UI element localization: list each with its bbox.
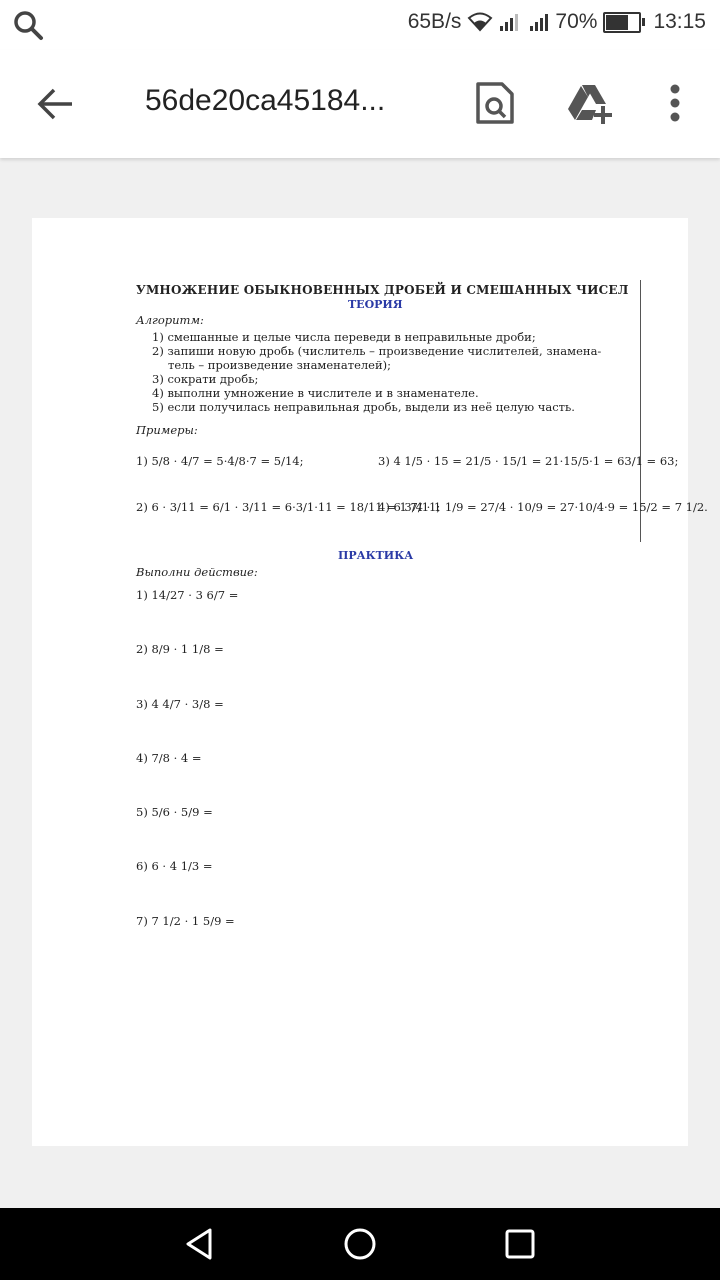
net-speed: 65B/s — [407, 10, 462, 33]
more-options-icon[interactable] — [655, 80, 695, 126]
wifi-icon — [467, 12, 493, 32]
exercise-item: 3) 4 4/7 · 3/8 = — [136, 697, 224, 711]
battery-icon — [603, 12, 641, 33]
navigation-bar — [0, 1208, 720, 1280]
document-page[interactable] — [32, 218, 708, 1146]
algorithm-step: 5) если получилась неправильная дробь, выдели из неё целую часть. — [152, 400, 575, 414]
document-title: 56de20ca45184... — [145, 84, 386, 117]
signal-icon-1 — [499, 12, 523, 32]
exercise-item: 4) 7/8 · 4 = — [136, 751, 202, 765]
task-label: Выполни действие: — [136, 565, 258, 579]
signal-icon-2 — [529, 12, 553, 32]
battery-percent: 70% — [555, 10, 598, 33]
algorithm-step: тель – произведение знаменателей); — [168, 358, 392, 372]
algorithm-label: Алгоритм: — [136, 313, 204, 327]
example-2: 2) 6 · 3/11 = 6/1 · 3/11 = 6·3/1·11 = 18/11 = 1 7/11; — [136, 500, 441, 514]
algorithm-step: 2) запиши новую дробь (числитель – произведение числителей, знамена- — [152, 344, 602, 358]
status-bar — [0, 0, 720, 50]
search-icon[interactable] — [12, 9, 44, 41]
doc-title: УМНОЖЕНИЕ ОБЫКНОВЕННЫХ ДРОБЕЙ И СМЕШАННЫХ ЧИСЕЛ — [136, 283, 629, 297]
exercise-item: 2) 8/9 · 1 1/8 = — [136, 642, 224, 656]
example-4: 4) 6 3/4 · 1 1/9 = 27/4 · 10/9 = 27·10/4·9 = 15/2 = 7 1/2. — [378, 500, 708, 514]
example-1: 1) 5/8 · 4/7 = 5·4/8·7 = 5/14; — [136, 454, 304, 468]
algorithm-step: 1) смешанные и целые числа переведи в неправильные дроби; — [152, 330, 536, 344]
lens-search-icon[interactable] — [472, 80, 518, 126]
add-to-drive-icon[interactable] — [566, 80, 612, 126]
algorithm-step: 3) сократи дробь; — [152, 372, 259, 386]
nav-home-icon[interactable] — [342, 1226, 378, 1262]
exercise-item: 7) 7 1/2 · 1 5/9 = — [136, 914, 235, 928]
exercise-item: 6) 6 · 4 1/3 = — [136, 859, 213, 873]
clock: 13:15 — [653, 10, 706, 33]
example-3: 3) 4 1/5 · 15 = 21/5 · 15/1 = 21·15/5·1 = 63/1 = 63; — [378, 454, 679, 468]
algorithm-step: 4) выполни умножение в числителе и в знаменателе. — [152, 386, 479, 400]
exercise-item: 1) 14/27 · 3 6/7 = — [136, 588, 239, 602]
practice-heading: ПРАКТИКА — [338, 549, 414, 562]
examples-label: Примеры: — [136, 423, 198, 437]
back-arrow-icon[interactable] — [36, 86, 76, 122]
app-bar — [0, 50, 720, 158]
nav-recents-icon[interactable] — [502, 1226, 538, 1262]
theory-heading: ТЕОРИЯ — [348, 298, 403, 311]
exercise-item: 5) 5/6 · 5/9 = — [136, 805, 213, 819]
nav-back-icon[interactable] — [182, 1226, 218, 1262]
